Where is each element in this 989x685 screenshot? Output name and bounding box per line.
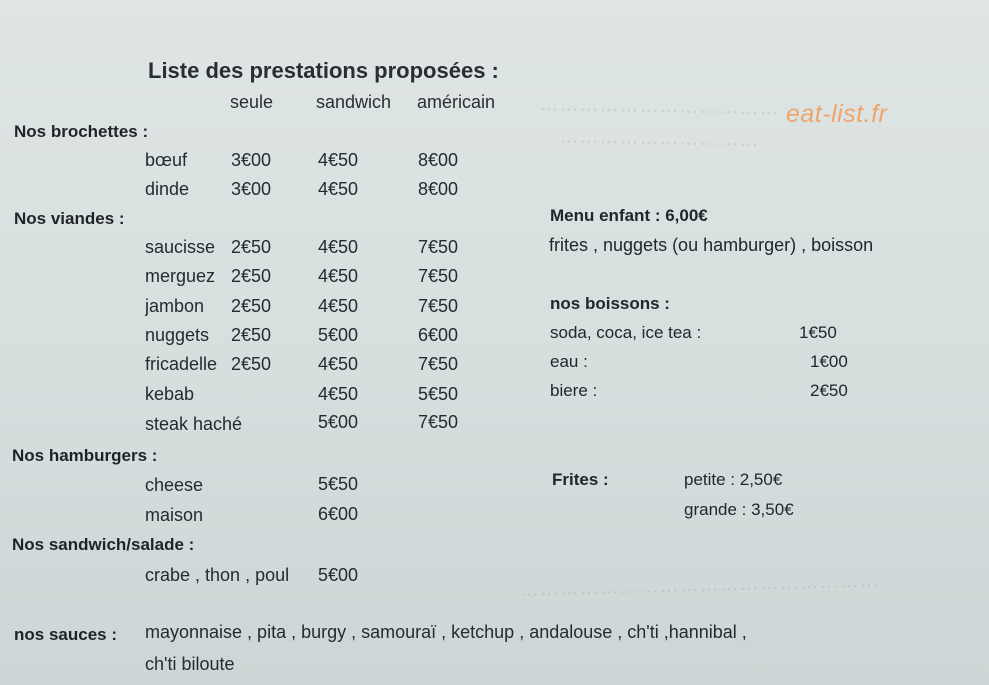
item-name: nuggets xyxy=(145,325,210,345)
price-sandwich: 4€50 xyxy=(318,354,359,374)
item-name: maison xyxy=(145,505,204,525)
price-americain: 7€50 xyxy=(418,296,459,316)
drink-price: 2€50 xyxy=(810,381,848,400)
column-header-americain: américain xyxy=(417,92,496,112)
boissons-heading: nos boissons : xyxy=(550,294,670,313)
price-americain: 6€00 xyxy=(418,325,459,345)
column-header-sandwich: sandwich xyxy=(316,92,392,112)
item-name: steak haché xyxy=(145,414,243,434)
price-sandwich: 4€50 xyxy=(318,266,359,286)
price-seule: 3€00 xyxy=(231,150,272,170)
drink-price: 1€00 xyxy=(810,352,848,371)
price-americain: 7€50 xyxy=(418,412,459,432)
price-seule: 2€50 xyxy=(231,266,272,286)
frites-grande: grande : 3,50€ xyxy=(684,500,794,519)
item-name: cheese xyxy=(145,475,204,495)
item-name: jambon xyxy=(145,296,205,316)
item-name: crabe , thon , poul xyxy=(145,565,290,585)
drink-name: soda, coca, ice tea : xyxy=(550,323,702,342)
price-seule: 2€50 xyxy=(231,325,272,345)
price-americain: 8€00 xyxy=(418,179,459,199)
price-seule: 2€50 xyxy=(231,237,272,257)
price-sandwich: 4€50 xyxy=(318,384,359,404)
background-bleed-text: ……………………………………………… xyxy=(519,570,881,601)
sauces-list-line-1: mayonnaise , pita , burgy , samouraï , ketchup , andalouse , ch'ti ,hannibal , xyxy=(145,622,747,642)
section-heading-hamburgers: Nos hamburgers : xyxy=(12,446,158,465)
background-bleed-text: ………………………… xyxy=(559,126,761,151)
item-name: bœuf xyxy=(145,150,188,170)
drink-name: eau : xyxy=(550,352,588,371)
price-americain: 8€00 xyxy=(418,150,459,170)
price-sandwich: 4€50 xyxy=(318,296,359,316)
price-americain: 7€50 xyxy=(418,237,459,257)
item-name: dinde xyxy=(145,179,190,199)
drink-name: biere : xyxy=(550,381,598,400)
price-sandwich: 5€00 xyxy=(318,325,359,345)
section-heading-brochettes: Nos brochettes : xyxy=(14,122,149,141)
frites-petite: petite : 2,50€ xyxy=(684,470,783,489)
price-americain: 7€50 xyxy=(418,266,459,286)
frites-heading: Frites : xyxy=(552,470,609,489)
section-heading-sandwich-salade: Nos sandwich/salade : xyxy=(12,535,195,554)
menu-enfant-description: frites , nuggets (ou hamburger) , boisson xyxy=(549,235,874,255)
item-price: 6€00 xyxy=(318,504,359,524)
section-heading-viandes: Nos viandes : xyxy=(14,209,125,228)
item-name: saucisse xyxy=(145,237,216,257)
item-price: 5€50 xyxy=(318,474,359,494)
price-seule: 3€00 xyxy=(231,179,272,199)
watermark: eat-list.fr xyxy=(786,100,888,128)
price-americain: 5€50 xyxy=(418,384,459,404)
price-sandwich: 4€50 xyxy=(318,237,359,257)
menu-enfant-heading: Menu enfant : 6,00€ xyxy=(550,206,708,225)
drink-price: 1€50 xyxy=(799,323,837,342)
item-name: fricadelle xyxy=(145,354,218,374)
sauces-list-line-2: ch'ti biloute xyxy=(145,654,235,674)
item-price: 5€00 xyxy=(318,565,359,585)
page-title: Liste des prestations proposées : xyxy=(148,58,499,83)
price-seule: 2€50 xyxy=(231,354,272,374)
price-seule: 2€50 xyxy=(231,296,272,316)
item-name: merguez xyxy=(145,266,216,286)
item-name: kebab xyxy=(145,384,195,404)
background-bleed-text: ……………………………… xyxy=(539,93,781,120)
column-header-seule: seule xyxy=(230,92,274,112)
price-sandwich: 5€00 xyxy=(318,412,359,432)
section-heading-sauces: nos sauces : xyxy=(14,625,117,644)
price-americain: 7€50 xyxy=(418,354,459,374)
price-sandwich: 4€50 xyxy=(318,179,359,199)
price-sandwich: 4€50 xyxy=(318,150,359,170)
